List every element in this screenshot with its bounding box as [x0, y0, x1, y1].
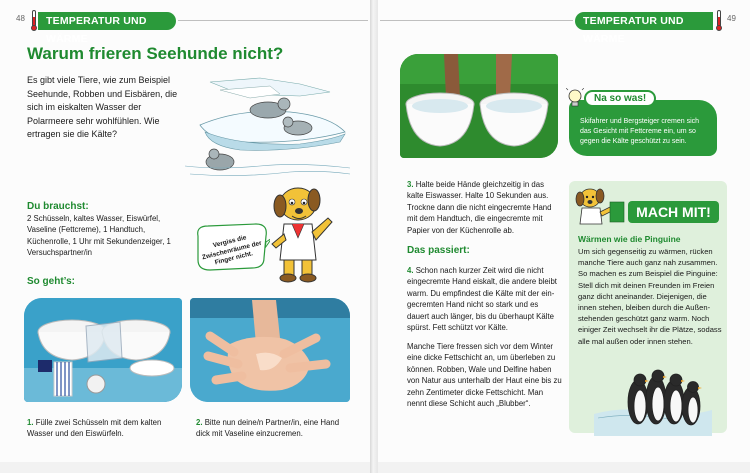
penguin-illustration: [594, 356, 712, 436]
na-so-was-label: Na so was!: [584, 90, 656, 107]
mach-mit-heading: Wärmen wie die Pinguine: [578, 234, 681, 244]
step3: [407, 179, 562, 236]
speech-bubble-text: Vergiss die Zwischenräume der Finger nicht.: [201, 234, 263, 267]
mach-mit-text: Um sich gegenseitig zu wärmen, rücken manche Tiere auch ganz nah zusammen. So machen es zum Beispiel die Pinguine: Stell dich mit deinen Freunden im Freien ganz dicht aneinander. Diejenigen, die innen stehen, bleiben durch die Außen-stehenden geschützt ganz warm. Noch einiger Zeit wechselt ihr die Plätze, sodass alle mal außen oder innen stehen.: [578, 247, 722, 346]
photo-hand-vaseline: [190, 298, 350, 402]
header-rule-left: [178, 20, 368, 21]
step4-text: Schon nach kurzer Zeit wird die nicht eingecremte Hand eiskalt, die andere bleibt warm. Du empfindest die Kälte mit der ein-gecremten Hand nicht so stark und es dauert auch länger, bis du überhaupt Kälte spürst. Fett schützt vor Kälte.: [407, 266, 557, 333]
step1: [27, 417, 177, 440]
step2-text: Bitte nun deine/n Partner/in, eine Hand dick mit Vaseline einzucremen.: [196, 418, 340, 439]
blubber-paragraph: Manche Tiere fressen sich vor dem Winter eine dicke Fettschicht an, um überleben zu können. Robben, Wale und Delfine haben von Natur aus unterhalb der Haut eine bis zu zehn Zentimeter dicke Fettschicht. Man nennt diese Schicht auch „Blubber“.: [407, 342, 562, 409]
page-number-right: 49: [727, 14, 736, 23]
seal-illustration: [180, 70, 355, 180]
mach-mit-label: MACH MIT!: [628, 201, 719, 223]
so-gehts-heading: So geht’s:: [27, 276, 75, 287]
du-brauchst-text: 2 Schüsseln, kaltes Wasser, Eiswürfel, Vaseline (Fettcreme), 1 Handtuch, Küchenrolle, 1 Uhr mit Sekundenzeiger, 1 Versuchspartner/in: [27, 214, 171, 258]
das-passiert-heading: Das passiert:: [407, 245, 470, 256]
section-header-left: TEMPERATUR UND WÄRME: [38, 12, 176, 30]
step4: [407, 265, 559, 333]
thermometer-icon: [716, 10, 722, 32]
photo-hands-in-ice-water: [400, 54, 558, 158]
na-so-was-text: Skifahrer und Bergsteiger cremen sich das Gesicht mit Fettcreme ein, um so gegen die Kälte geschützt zu sein.: [580, 118, 700, 145]
page-bottom-right: [378, 462, 750, 473]
page-bottom-left: [0, 462, 370, 473]
step2-number: 2.: [196, 418, 203, 427]
thermometer-icon: [31, 10, 37, 32]
photo-bowls-and-materials: [24, 298, 182, 402]
lightbulb-icon: [566, 88, 584, 110]
step4-number: 4.: [407, 266, 414, 275]
page-title: Warum frieren Seehunde nicht?: [27, 44, 284, 63]
dog-mascot-small: [572, 184, 628, 230]
section-header-right: TEMPERATUR UND WÄRME: [575, 12, 713, 30]
du-brauchst-heading: Du brauchst:: [27, 201, 89, 212]
step3-number: 3.: [407, 180, 414, 189]
page-number-left: 48: [16, 14, 25, 23]
book-gutter: [370, 0, 378, 473]
step1-text: Fülle zwei Schüsseln mit dem kalten Wasser und den Eiswürfeln.: [27, 418, 162, 439]
step2: [196, 417, 346, 440]
intro-paragraph: Es gibt viele Tiere, wie zum Beispiel Seehunde, Robben und Eisbären, die sich im eiskalten Wasser der Polarmeere sehr wohlfühlen. Wie ertragen sie die Kälte?: [27, 75, 178, 139]
dog-mascot: [262, 178, 342, 286]
header-rule-right: [380, 20, 573, 21]
step3-text: Halte beide Hände gleichzeitig in das kalte Eiswasser. Halte 10 Sekunden aus. Trockne dann die nicht eingecremte Hand mit dem Handtuch, die eingecremte mit Papier von der Küchenrolle ab.: [407, 180, 552, 235]
step1-number: 1.: [27, 418, 34, 427]
